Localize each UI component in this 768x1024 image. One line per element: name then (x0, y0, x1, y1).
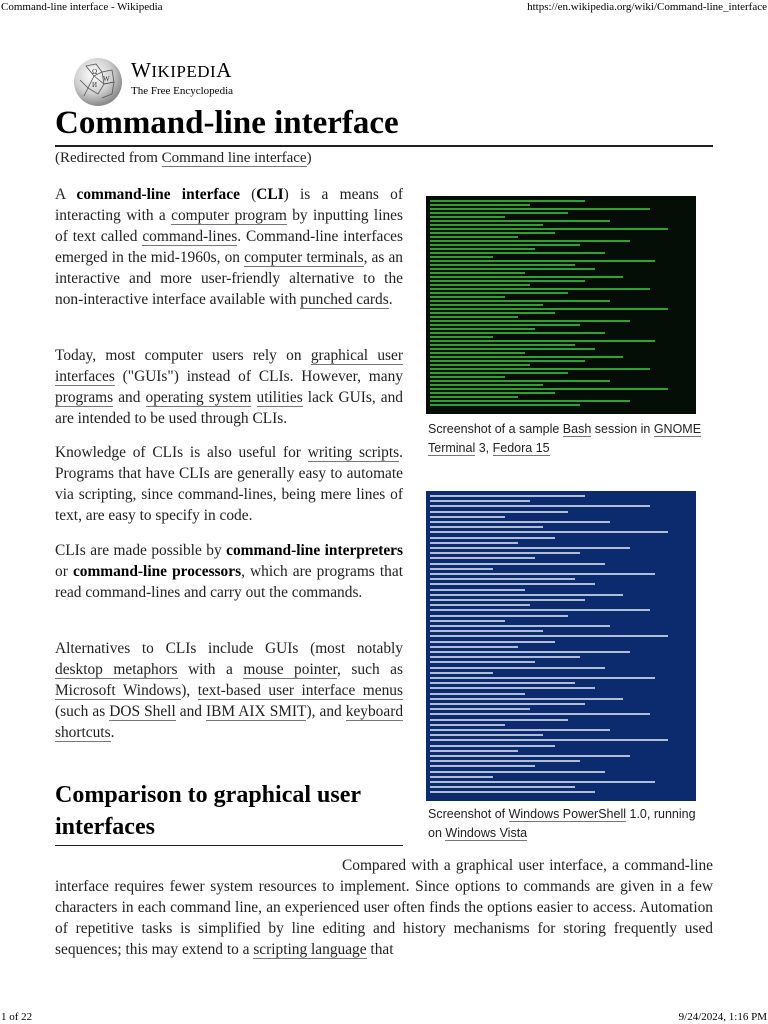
terminal-text-line (430, 615, 568, 617)
link-utilities[interactable]: utilities (256, 389, 303, 406)
wordmark-rest: IKIPEDI (151, 62, 217, 81)
terminal-text-line (430, 384, 543, 386)
terminal-text-line (430, 495, 585, 497)
wordmark-final: A (216, 58, 232, 82)
terminal-text-line (430, 760, 580, 762)
term-command-line-interpreters: command-line interpreters (226, 542, 403, 559)
terminal-text-line (430, 776, 493, 778)
page-title: Command-line interface (55, 105, 399, 141)
link-command-lines[interactable]: command-lines (142, 228, 238, 245)
paragraph-interpreters: CLIs are made possible by command-line interpreters or command-line processors, which are programs that read command-lines and carry out the commands. (55, 542, 403, 601)
terminal-text-line (430, 216, 505, 218)
terminal-text-line (430, 316, 518, 318)
terminal-text-line (430, 380, 610, 382)
terminal-text-line (430, 552, 580, 554)
link-graphical-user-interfaces[interactable]: graphical user interfaces (55, 347, 403, 385)
link-text-based-menus[interactable]: text-based user interface menus (197, 682, 403, 699)
link-desktop-metaphors[interactable]: desktop metaphors (55, 661, 178, 678)
link-microsoft-windows[interactable]: Microsoft Windows (55, 682, 182, 699)
terminal-text-line (430, 625, 610, 627)
terminal-text-line (430, 400, 630, 402)
terminal-text-line (430, 208, 650, 210)
terminal-text-line (430, 404, 580, 406)
terminal-text-line (430, 272, 525, 274)
svg-text:И: И (92, 81, 98, 89)
terminal-text-line (430, 276, 623, 278)
terminal-text-line (430, 781, 655, 783)
terminal-text-line (430, 344, 575, 346)
terminal-text-line (430, 356, 623, 358)
link-punched-cards[interactable]: punched cards (300, 291, 389, 308)
terminal-text-line (430, 568, 493, 570)
terminal-text-line (430, 646, 518, 648)
print-footer (0, 1011, 768, 1024)
terminal-text-line (430, 288, 650, 290)
terminal-text-line (430, 771, 605, 773)
redirect-link[interactable]: Command line interface (161, 150, 307, 166)
terminal-text-line (430, 248, 535, 250)
terminal-text-line (430, 526, 543, 528)
terminal-text-line (430, 236, 518, 238)
link-bash[interactable]: Bash (562, 422, 592, 436)
print-header (0, 1, 768, 15)
terminal-text-line (430, 656, 580, 658)
terminal-text-line (430, 521, 610, 523)
terminal-text-line (430, 228, 668, 230)
link-ibm-aix-smit[interactable]: IBM AIX SMIT (206, 703, 307, 720)
paragraph-alternatives: Alternatives to CLIs include GUIs (most notably desktop metaphors with a mouse pointer, such as Microsoft Windows), text-based user interface menus (such as DOS Shell and IBM AIX SMIT), and keyboard shortcuts. (55, 640, 404, 741)
terminal-text-line (430, 573, 655, 575)
terminal-text-line (430, 232, 555, 234)
term-command-line-processors: command-line processors (72, 563, 242, 580)
link-windows-vista[interactable]: Windows Vista (445, 826, 528, 840)
terminal-text-line (430, 268, 595, 270)
terminal-text-line (430, 745, 555, 747)
terminal-text-line (430, 729, 610, 731)
link-dos-shell[interactable]: DOS Shell (109, 703, 176, 720)
terminal-text-line (430, 284, 530, 286)
link-writing-scripts[interactable]: writing scripts (307, 444, 400, 461)
terminal-text-line (430, 264, 575, 266)
link-computer-program[interactable]: computer program (171, 207, 287, 224)
link-keyboard-shortcuts[interactable]: keyboard shortcuts (55, 703, 404, 741)
terminal-text-line (430, 693, 525, 695)
terminal-text-line (430, 537, 555, 539)
terminal-text-line (430, 713, 650, 715)
bash-screenshot-image[interactable] (426, 196, 696, 414)
section-divider (55, 845, 403, 846)
link-fedora-15[interactable]: Fedora 15 (492, 441, 550, 455)
terminal-text-line (430, 672, 493, 674)
svg-text:Ω: Ω (92, 68, 98, 76)
redirect-notice: (Redirected from Command line interface) (55, 150, 312, 166)
terminal-text-line (430, 599, 585, 601)
terminal-text-line (430, 292, 568, 294)
terminal-text-line (430, 280, 585, 282)
wordmark-initial: W (131, 58, 152, 82)
terminal-text-line (430, 256, 493, 258)
terminal-text-line (430, 336, 493, 338)
link-scripting-language[interactable]: scripting language (253, 941, 367, 958)
terminal-text-line (430, 563, 605, 565)
terminal-text-line (430, 724, 505, 726)
terminal-text-line (430, 252, 605, 254)
term-command-line-interface: command-line interface (76, 186, 240, 203)
terminal-text-line (430, 667, 605, 669)
terminal-text-line (430, 739, 668, 741)
terminal-text-line (430, 708, 530, 710)
terminal-text-line (430, 324, 580, 326)
terminal-text-line (430, 677, 655, 679)
terminal-text-line (430, 392, 555, 394)
terminal-text-line (430, 500, 530, 502)
terminal-text-line (430, 635, 668, 637)
link-mouse-pointer[interactable]: mouse pointer (243, 661, 338, 678)
terminal-text-line (430, 755, 630, 757)
term-cli: CLI (256, 186, 284, 203)
terminal-text-line (430, 589, 525, 591)
svg-text:W: W (103, 75, 110, 83)
terminal-text-line (430, 396, 518, 398)
terminal-text-line (430, 300, 610, 302)
terminal-text-line (430, 786, 575, 788)
terminal-text-line (430, 312, 555, 314)
terminal-text-line (430, 516, 505, 518)
print-url: https://en.wikipedia.org/wiki/Command-line_interface (527, 1, 767, 13)
terminal-text-line (430, 212, 568, 214)
terminal-text-line (430, 698, 623, 700)
wordmark-tagline: The Free Encyclopedia (131, 85, 234, 97)
terminal-text-line (430, 557, 535, 559)
terminal-text-line (430, 332, 605, 334)
terminal-text-line (430, 542, 518, 544)
terminal-text-line (430, 703, 585, 705)
terminal-text-line (430, 340, 655, 342)
terminal-text-line (430, 296, 505, 298)
paragraph-scripting: Knowledge of CLIs is also useful for writing scripts. Programs that have CLIs are generally easy to automate via scripting, since command-lines, being mere lines of text, are easy to specify in code. (55, 444, 403, 524)
terminal-text-line (430, 578, 575, 580)
figure-caption-bash: Screenshot of a sample Bash session in GNOME Terminal 3, Fedora 15 (428, 422, 702, 455)
terminal-text-line (430, 244, 580, 246)
terminal-text-line (430, 376, 505, 378)
terminal-text-line (430, 224, 543, 226)
terminal-text-line (430, 360, 585, 362)
terminal-text-line (430, 641, 555, 643)
terminal-text-line (430, 630, 543, 632)
link-programs[interactable]: programs (55, 389, 114, 406)
terminal-text-line (430, 260, 655, 262)
terminal-text-line (430, 682, 575, 684)
print-page-title: Command-line interface - Wikipedia (1, 1, 163, 13)
terminal-text-line (430, 352, 525, 354)
terminal-text-line (430, 204, 530, 206)
terminal-text-line (430, 220, 610, 222)
terminal-text-line (430, 364, 530, 366)
terminal-text-line (430, 505, 650, 507)
terminal-text-line (430, 620, 505, 622)
terminal-text-line (430, 200, 585, 202)
terminal-text-line (430, 388, 668, 390)
figure-caption-powershell: Screenshot of Windows PowerShell 1.0, running on Windows Vista (428, 807, 696, 840)
terminal-text-line (430, 583, 595, 585)
link-computer-terminals[interactable]: computer terminals (244, 249, 364, 266)
terminal-text-line (430, 594, 623, 596)
terminal-text-line (430, 750, 518, 752)
terminal-text-line (430, 511, 568, 513)
terminal-text-line (430, 348, 595, 350)
terminal-text-line (430, 547, 630, 549)
link-operating-system[interactable]: operating system (145, 389, 252, 406)
terminal-text-line (430, 765, 535, 767)
terminal-text-line (430, 661, 535, 663)
terminal-text-line (430, 308, 668, 310)
terminal-text-line (430, 687, 595, 689)
title-divider (55, 145, 713, 147)
terminal-text-line (430, 320, 630, 322)
page-counter: 1 of 22 (1, 1011, 33, 1023)
terminal-text-line (430, 651, 630, 653)
terminal-text-line (430, 328, 535, 330)
terminal-text-line (430, 609, 650, 611)
terminal-text-line (430, 304, 543, 306)
terminal-text-line (430, 791, 595, 793)
terminal-text-line (430, 719, 568, 721)
section-heading-comparison: Comparison to graphical user interfaces (55, 782, 361, 840)
link-windows-powershell[interactable]: Windows PowerShell (508, 807, 627, 821)
link-gnome-terminal[interactable]: GNOME Terminal (428, 422, 702, 455)
terminal-text-line (430, 240, 630, 242)
terminal-text-line (430, 368, 650, 370)
paragraph-comparison: Compared with a graphical user interface, a command-line interface requires fewer system resources to implement. Since options to commands are given in a few characters in each command line, an experienced user often finds the options easier to access. Automation of repetitive tasks is simplified by line editing and history mechanisms for storing frequently used sequences; this may extend to a scripting language that (55, 857, 713, 958)
powershell-screenshot-image[interactable] (426, 491, 696, 801)
terminal-text-line (430, 531, 668, 533)
terminal-text-line (430, 372, 568, 374)
wikipedia-wordmark[interactable] (131, 58, 233, 98)
terminal-text-line (430, 734, 543, 736)
print-timestamp: 9/24/2024, 1:16 PM (678, 1011, 767, 1023)
terminal-text-line (430, 604, 530, 606)
paragraph-gui-usage: Today, most computer users rely on graphical user interfaces ("GUIs") instead of CLIs. However, many programs and operating system utilities lack GUIs, and are intended to be used through CLIs. (55, 347, 403, 427)
wikipedia-globe-icon[interactable] (72, 56, 124, 108)
paragraph-intro: A command-line interface (CLI) is a means of interacting with a computer program by inputting lines of text called command-lines. Command-line interfaces emerged in the mid-1960s, on computer terminals, as an interactive and more user-friendly alternative to the non-interactive interface available with punched cards. (55, 186, 404, 308)
